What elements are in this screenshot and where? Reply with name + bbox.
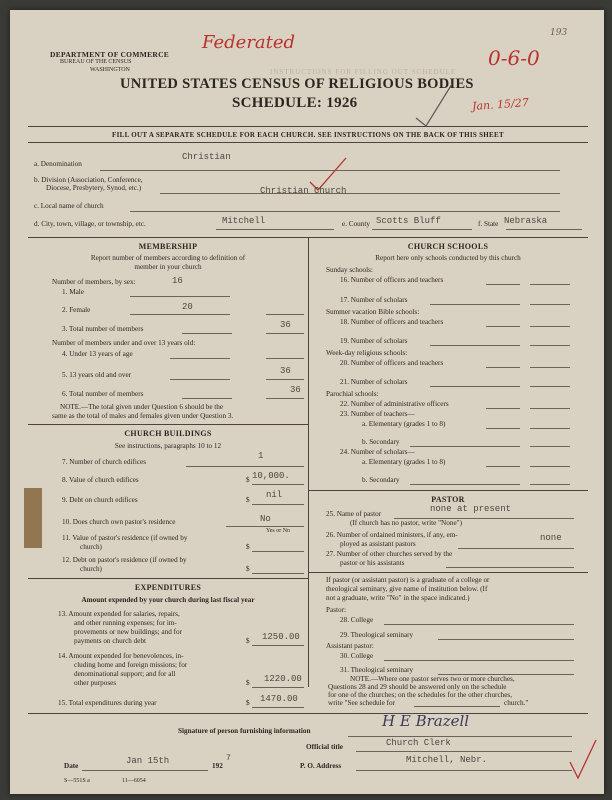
city-label-field: d. City, town, village, or township, etc.	[34, 220, 146, 228]
parochial-schools-label: Parochial schools:	[326, 390, 379, 398]
instruction-bar: FILL OUT A SEPARATE SCHEDULE FOR EACH CHURCH. SEE INSTRUCTIONS ON THE BACK OF THIS SHEET	[112, 131, 504, 139]
tape-mark	[24, 488, 42, 548]
q23b-label: b. Secondary	[362, 438, 400, 446]
benevolences-label-2: cluding home and foreign missions; for	[74, 661, 188, 669]
pastor-name-note: (If church has no pastor, write "None")	[350, 519, 462, 527]
q20-label: 20. Number of officers and teachers	[340, 359, 444, 367]
edifice-value-value[interactable]: 10,000.	[252, 471, 290, 481]
membership-subtitle-1: Report number of members according to definition of	[90, 254, 246, 262]
q22-label: 22. Number of administrative officers	[340, 400, 449, 408]
bureau-label: BUREAU OF THE CENSUS	[60, 59, 132, 65]
edifice-value-label: 8. Value of church edifices	[62, 476, 139, 484]
membership-note-1: NOTE.—The total given under Question 6 should be the	[60, 403, 224, 411]
edifice-debt-value[interactable]: nil	[266, 490, 283, 500]
pastor-name-value[interactable]: none at present	[430, 504, 512, 514]
other-churches-label-1: 27. Number of other churches served by the	[326, 550, 453, 558]
running-expenses-label-3: provements or new buildings; and for	[74, 628, 182, 636]
residence-value-label-1: 11. Value of pastor's residence (if owned by	[62, 534, 188, 542]
female-value[interactable]: 20	[182, 302, 193, 312]
residence-debt-label-2: church)	[80, 565, 102, 573]
federated-annotation: Federated	[202, 32, 296, 53]
under-13-label: 4. Under 13 years of age	[62, 350, 133, 358]
dollar-sign: $	[246, 476, 250, 484]
division-value[interactable]: Christian Church	[260, 186, 347, 196]
owns-residence-value[interactable]: No	[260, 514, 271, 524]
bleed-through-text: INSTRUCTIONS FOR FILLING OUT SCHEDULE	[270, 68, 457, 76]
department-label: DEPARTMENT OF COMMERCE	[50, 50, 170, 59]
print-number: 11—6054	[122, 778, 146, 784]
assistant-ministers-label-1: 26. Number of ordained ministers, if any, em-	[326, 531, 458, 539]
official-title-label: Official title	[306, 743, 343, 751]
assistant-pastor-label: Assistant pastor:	[326, 642, 374, 650]
running-expenses-label-1: 13. Amount expended for salaries, repairs,	[58, 610, 180, 618]
po-address-label: P. O. Address	[300, 762, 342, 770]
pastor-note-2: Questions 28 and 29 should be answered only on the schedule	[328, 683, 507, 691]
pastor-title: PASTOR	[431, 495, 465, 504]
denomination-label: a. Denomination	[34, 160, 82, 168]
q16-label: 16. Number of officers and teachers	[340, 276, 444, 284]
pastor-sub-label: Pastor:	[326, 606, 346, 614]
red-checkmark-icon	[566, 738, 600, 784]
pastor-name-label: 25. Name of pastor	[326, 510, 382, 518]
schools-subtitle: Report here only schools conducted by this church	[375, 254, 521, 262]
code-annotation: 0-6-0	[488, 46, 540, 70]
q23a-label: a. Elementary (grades 1 to 8)	[362, 420, 446, 428]
q21-label: 21. Number of scholars	[340, 378, 408, 386]
pastor-college-label: 28. College	[340, 616, 374, 624]
city-value[interactable]: Mitchell	[222, 216, 266, 226]
benevolences-value[interactable]: 1220.00	[264, 674, 302, 684]
division-label-1: b. Division (Association, Conference,	[34, 176, 143, 184]
state-value[interactable]: Nebraska	[504, 216, 548, 226]
checkmark-icon	[408, 80, 458, 130]
denomination-value[interactable]: Christian	[182, 152, 231, 162]
total-members-value[interactable]: 36	[280, 320, 291, 330]
graduate-note-2: theological seminary, give name of institution below. (If	[326, 585, 488, 593]
membership-title: MEMBERSHIP	[138, 242, 198, 251]
schools-title: CHURCH SCHOOLS	[407, 242, 489, 251]
male-value[interactable]: 16	[172, 276, 183, 286]
benevolences-label-4: other purposes	[74, 679, 117, 687]
edifice-debt-label: 9. Debt on church edifices	[62, 496, 138, 504]
buildings-title: CHURCH BUILDINGS	[124, 429, 212, 438]
pastor-note-4: write "See schedule for	[328, 699, 395, 707]
q18-label: 18. Number of officers and teachers	[340, 318, 444, 326]
dollar-sign: $	[246, 565, 250, 573]
total-expenditures-label: 15. Total expenditures during year	[58, 699, 157, 707]
over-13-label: 5. 13 years old and over	[62, 371, 132, 379]
page-number-annotation: 193	[550, 28, 568, 38]
assistant-college-label: 30. College	[340, 652, 374, 660]
church-edifices-value[interactable]: 1	[258, 451, 264, 461]
county-label: e. County	[342, 220, 370, 228]
sunday-schools-label: Sunday schools:	[326, 266, 373, 274]
expenditures-title: EXPENDITURES	[134, 583, 202, 592]
q19-label: 19. Number of scholars	[340, 337, 408, 345]
date-stamp-annotation: Jan. 15/27	[471, 96, 530, 113]
po-address-value[interactable]: Mitchell, Nebr.	[406, 755, 488, 765]
year-suffix-value[interactable]: 7	[226, 754, 231, 763]
under-over-13-label: Number of members under and over 13 years old:	[52, 339, 196, 347]
total-members-label: 3. Total number of members	[62, 325, 144, 333]
total-members-6-label: 6. Total number of members	[62, 390, 144, 398]
benevolences-label-1: 14. Amount expended for benevolences, in-	[58, 652, 184, 660]
membership-note-2: same as the total of males and females given under Question 3.	[52, 412, 234, 420]
dollar-sign: $	[246, 637, 250, 645]
date-value[interactable]: Jan 15th	[126, 756, 170, 766]
dollar-sign: $	[246, 543, 250, 551]
pastor-note-1: NOTE.—Where one pastor serves two or more churches,	[350, 675, 515, 683]
dollar-sign: $	[246, 679, 250, 687]
dollar-sign: $	[246, 699, 250, 707]
yes-no-hint: Yes or No	[266, 528, 291, 534]
q24-label: 24. Number of scholars—	[340, 448, 415, 456]
assistant-ministers-label-2: ployed as assistant pastors	[340, 540, 416, 548]
county-value[interactable]: Scotts Bluff	[376, 216, 441, 226]
dollar-sign: $	[246, 496, 250, 504]
graduate-note-1: If pastor (or assistant pastor) is a graduate of a college or	[326, 576, 490, 584]
church-edifices-label: 7. Number of church edifices	[62, 458, 147, 466]
form-number: S—551S a	[64, 778, 90, 784]
schedule-title: SCHEDULE: 1926	[232, 95, 358, 111]
census-schedule-page	[10, 10, 604, 794]
pastor-seminary-label: 29. Theological seminary	[340, 631, 414, 639]
graduate-note-3: not a graduate, write "No" in the space indicated.)	[326, 594, 470, 602]
female-label: 2. Female	[62, 306, 91, 314]
signature-value[interactable]: H E Brazell	[382, 712, 470, 730]
assistant-seminary-label: 31. Theological seminary	[340, 666, 414, 674]
q24b-label: b. Secondary	[362, 476, 400, 484]
residence-value-label-2: church)	[80, 543, 102, 551]
other-churches-label-2: pastor or his assistants	[340, 559, 405, 567]
male-label: 1. Male	[62, 288, 84, 296]
summer-schools-label: Summer vacation Bible schools:	[326, 308, 420, 316]
total-members-6-value[interactable]: 36	[290, 385, 301, 395]
q17-label: 17. Number of scholars	[340, 296, 408, 304]
q23-label: 23. Number of teachers—	[340, 410, 415, 418]
pastor-note-3: for one of the churches; on the schedules for the other churches,	[328, 691, 513, 699]
year-prefix: 192	[212, 762, 223, 770]
form-title: UNITED STATES CENSUS OF RELIGIOUS BODIES	[120, 76, 474, 92]
official-title-value[interactable]: Church Clerk	[386, 738, 451, 748]
total-expenditures-value[interactable]: 1470.00	[260, 694, 298, 704]
membership-subtitle-2: member in your church	[134, 263, 202, 271]
residence-debt-label-1: 12. Debt on pastor's residence (if owned by	[62, 556, 187, 564]
signature-label: Signature of person furnishing information	[178, 727, 311, 735]
expenditures-subtitle: Amount expended by your church during last fiscal year	[81, 596, 255, 604]
running-expenses-label-4: payments on church debt	[74, 637, 147, 645]
running-expenses-value[interactable]: 1250.00	[262, 632, 300, 642]
over-13-value[interactable]: 36	[280, 366, 291, 376]
pastor-note-5: church."	[504, 699, 529, 707]
q24a-label: a. Elementary (grades 1 to 8)	[362, 458, 446, 466]
owns-residence-label: 10. Does church own pastor's residence	[62, 518, 176, 526]
division-label-2: Diocese, Presbytery, Synod, etc.)	[46, 184, 142, 192]
state-label: f. State	[478, 220, 499, 228]
benevolences-label-3: denominational support; and for all	[74, 670, 176, 678]
running-expenses-label-2: and other running expenses; for im-	[74, 619, 177, 627]
by-sex-label: Number of members, by sex:	[52, 278, 136, 286]
weekday-schools-label: Week-day religious schools:	[326, 349, 408, 357]
date-label: Date	[64, 762, 79, 770]
buildings-subtitle: See instructions, paragraphs 10 to 12	[114, 442, 222, 450]
local-name-label: c. Local name of church	[34, 202, 104, 210]
assistant-ministers-value[interactable]: none	[540, 533, 562, 543]
city-label: WASHINGTON	[90, 67, 130, 73]
